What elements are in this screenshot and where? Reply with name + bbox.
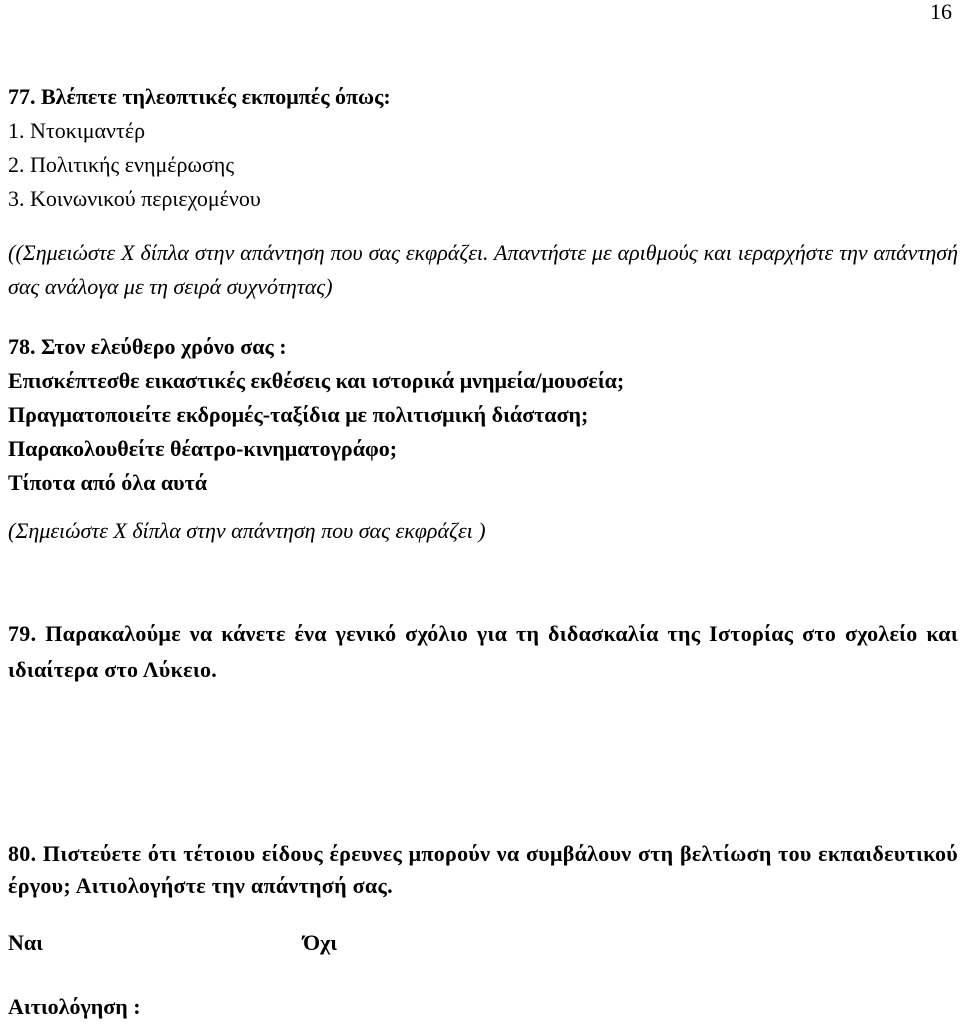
- answer-no-label: Όχι: [303, 930, 338, 955]
- justification-label: Αιτιολόγηση :: [8, 994, 141, 1019]
- question-78-option-exhibitions: Επισκέπτεσθε εικαστικές εκθέσεις και ιστορικά μνημεία/μουσεία;: [8, 368, 625, 393]
- question-78-title: 78. Στον ελεύθερο χρόνο σας :: [8, 334, 287, 359]
- question-77-option-1: 1. Ντοκιμαντέρ: [8, 118, 146, 143]
- question-77-option-2: 2. Πολιτικής ενημέρωσης: [8, 152, 235, 177]
- question-77-instructions: ((Σημειώστε Χ δίπλα στην απάντηση που σας εκφράζει. Απαντήστε με αριθμούς και ιεραρχήστε την απάντησή σας ανάλογα με τη σειρά συχνότητας): [8, 240, 958, 299]
- question-80-text: 80. Πιστεύετε ότι τέτοιου είδους έρευνες μπορούν να συμβάλουν στη βελτίωση του εκπαιδευτικού έργου; Αιτιολογήστε την απάντησή σας.: [8, 841, 958, 898]
- question-78-option-theatre: Παρακολουθείτε θέατρο-κινηματογράφο;: [8, 436, 398, 461]
- answer-yes-label: Ναι: [8, 930, 43, 955]
- question-78-option-trips: Πραγματοποιείτε εκδρομές-ταξίδια με πολιτισμική διάσταση;: [8, 402, 589, 427]
- page-number: 16: [930, 0, 952, 24]
- question-77-option-3: 3. Κοινωνικού περιεχομένου: [8, 186, 261, 211]
- question-79-text: 79. Παρακαλούμε να κάνετε ένα γενικό σχόλιο για τη διδασκαλία της Ιστορίας στο σχολείο και ιδιαίτερα στο Λύκειο.: [8, 621, 958, 682]
- question-77-title: 77. Βλέπετε τηλεοπτικές εκπομπές όπως:: [8, 84, 391, 109]
- question-78: [8, 330, 958, 500]
- question-78-instructions: (Σημειώστε Χ δίπλα στην απάντηση που σας εκφράζει ): [8, 518, 486, 543]
- question-78-option-none: Τίποτα από όλα αυτά: [8, 470, 207, 495]
- question-77-options: [8, 114, 261, 216]
